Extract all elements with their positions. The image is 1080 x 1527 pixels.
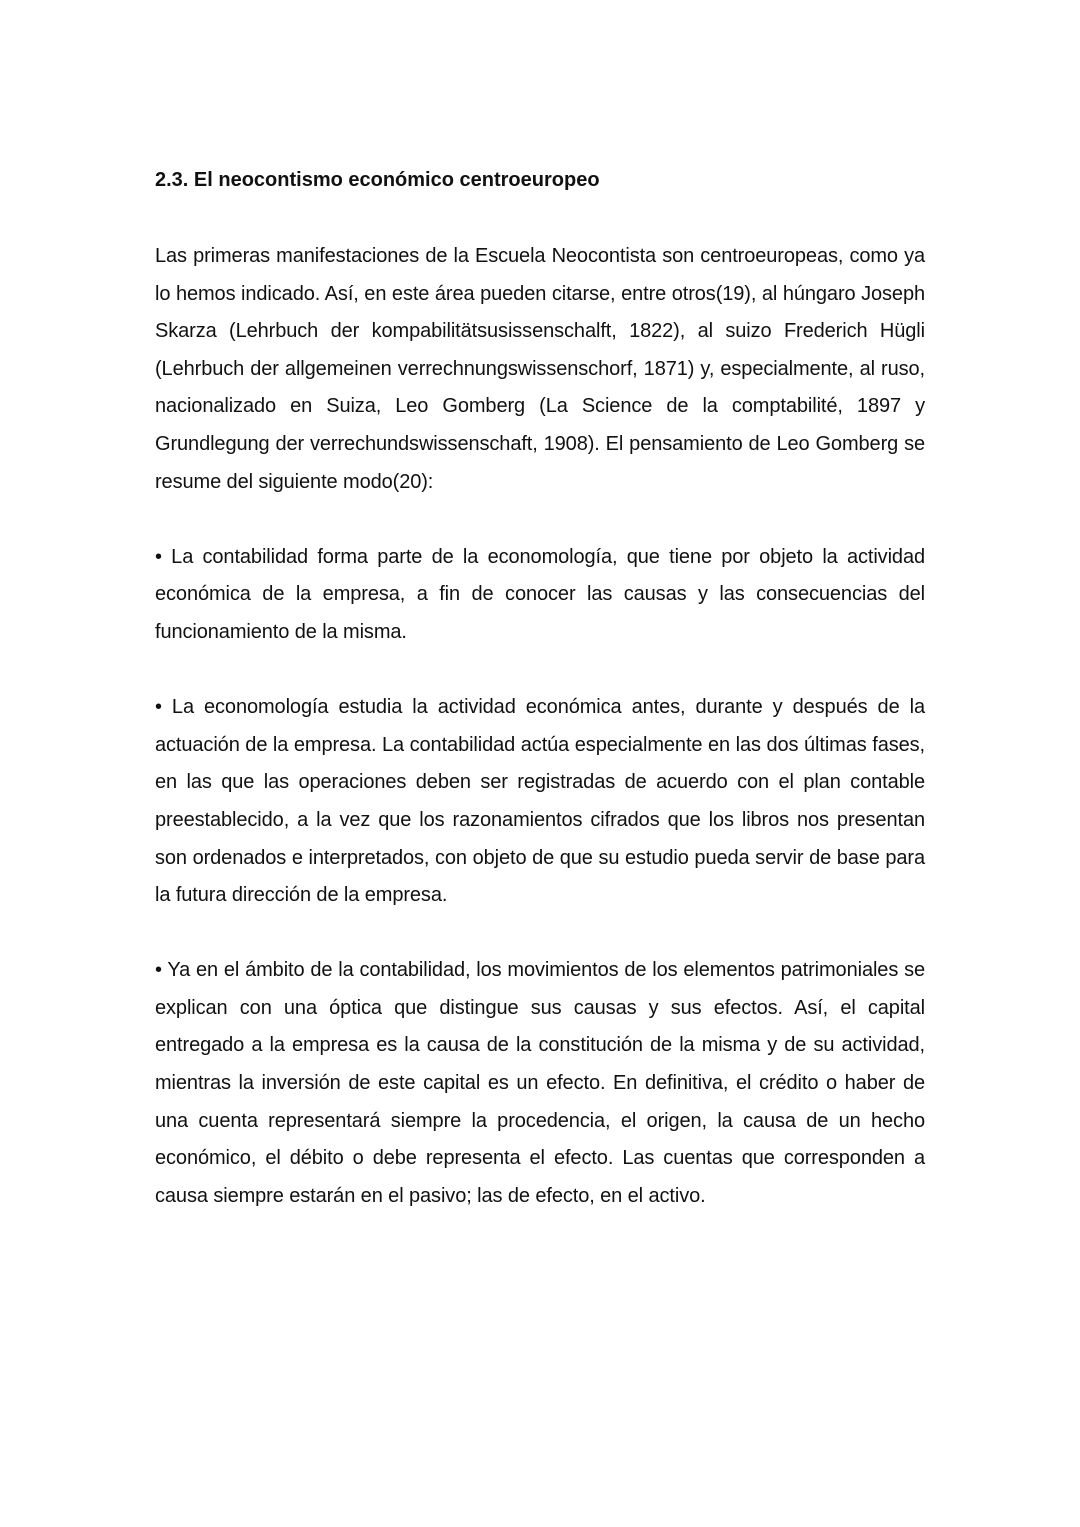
intro-paragraph: Las primeras manifestaciones de la Escuela Neocontista son centroeuropeas, como ya lo hemos indicado. Así, en este área pueden citarse, entre otros(19), al húngaro Joseph Skarza (Lehrbuch der kompabilitätsusissenschalft, 1822), al suizo Frederich Hügli (Lehrbuch der allgemeinen verrechnungswissenschorf, 1871) y, especialmente, al ruso, nacionalizado en Suiza, Leo Gomberg (La Science de la comptabilité, 1897 y Grundlegung der verrechundswissenschaft, 1908). El pensamiento de Leo Gomberg se resume del siguiente modo(20): <box>155 245 925 493</box>
bullet-paragraph-1: • La contabilidad forma parte de la economología, que tiene por objeto la actividad económica de la empresa, a fin de conocer las causas y las consecuencias del funcionamiento de la misma. <box>155 545 925 643</box>
section-heading: 2.3. El neocontismo económico centroeuropeo <box>155 169 600 191</box>
document-page <box>155 164 925 1253</box>
bullet-paragraph-3: • Ya en el ámbito de la contabilidad, los movimientos de los elementos patrimoniales se explican con una óptica que distingue sus causas y sus efectos. Así, el capital entregado a la empresa es la causa de la constitución de la misma y de su actividad, mientras la inversión de este capital es un efecto. En definitiva, el crédito o haber de una cuenta representará siempre la procedencia, el origen, la causa de un hecho económico, el débito o debe representa el efecto. Las cuentas que corresponden a causa siempre estarán en el pasivo; las de efecto, en el activo. <box>155 959 925 1207</box>
bullet-paragraph-2: • La economología estudia la actividad económica antes, durante y después de la actuación de la empresa. La contabilidad actúa especialmente en las dos últimas fases, en las que las operaciones deben ser registradas de acuerdo con el plan contable preestablecido, a la vez que los razonamientos cifrados que los libros nos presentan son ordenados e interpretados, con objeto de que su estudio pueda servir de base para la futura dirección de la empresa. <box>155 696 925 907</box>
